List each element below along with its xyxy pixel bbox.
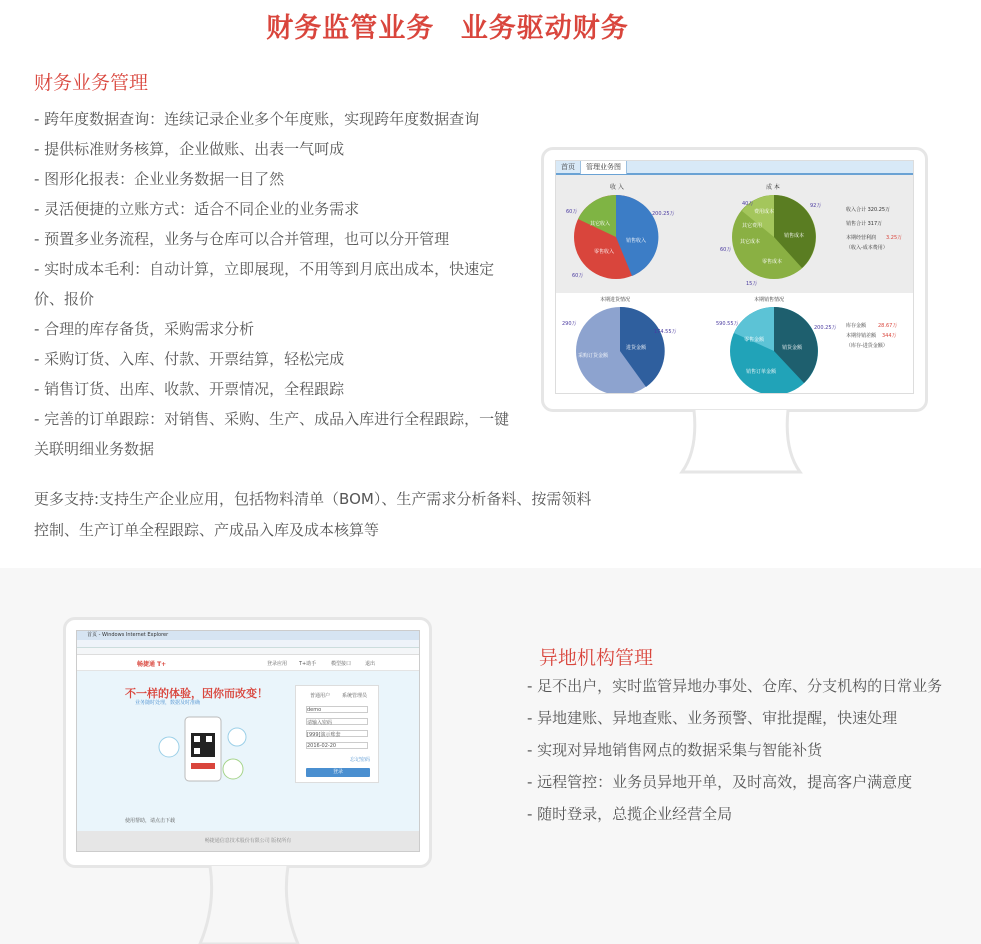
pie-label: 销货金额 (782, 345, 803, 351)
list-item: - 图形化报表：企业业务数据一目了然 (34, 170, 285, 188)
list-item: - 实现对异地销售网点的数据采集与智能补货 (527, 741, 823, 759)
income-cost-charts (556, 175, 914, 293)
list-item: - 提供标准财务核算，企业做账、出表一气呵成 (34, 140, 345, 158)
legend-line: 销售合计 317万 (846, 221, 883, 227)
chart-row-bottom (556, 293, 913, 393)
login-button[interactable] (306, 768, 370, 777)
login-page-body (77, 671, 419, 831)
finance-feature-list (34, 104, 524, 464)
more-support-text: 更多支持:支持生产企业应用，包括物料清单（BOM）、生产需求分析备料、按需领料控制、生产订单全程跟踪、产成品入库及成本核算等 (34, 490, 592, 539)
purchase-sales-charts (556, 293, 914, 393)
pie-value: 590.55万 (716, 321, 739, 327)
pie-label: 其它收入 (590, 221, 611, 227)
list-item: - 实时成本毛利：自动计算，立即展现，不用等到月底出成本，快速定价、报价 (34, 260, 495, 308)
login-option[interactable]: 普通用户 (310, 693, 331, 699)
section-title-finance: 财务业务管理 (34, 72, 149, 94)
legend-line: （收入-成本费用） (846, 245, 888, 251)
pie-label: 销售订单金额 (746, 369, 777, 375)
login-form (295, 685, 379, 783)
pie-label: 销售收入 (626, 238, 647, 244)
phone-illustration (147, 707, 257, 795)
dashboard-screenshot (555, 160, 914, 394)
pie-label: 销售成本 (784, 233, 805, 239)
login-slogan: 不一样的体验，因你而改变！ (125, 687, 268, 700)
login-slogan-sub: 业务随时处理，数据及时准确 (135, 700, 201, 706)
pie-value: 15万 (746, 281, 758, 287)
legend-line: 本期待销差额 (846, 333, 877, 339)
list-item: - 远程管控：业务员异地开单，及时高效，提高客户满意度 (527, 773, 913, 791)
pie-value: 200.25万 (652, 211, 675, 217)
tab-business-chart[interactable]: 管理业务图 (581, 160, 627, 174)
legend-value: 344万 (882, 333, 897, 339)
dashboard-tabbar (556, 161, 913, 175)
pie-label: 零售收入 (594, 249, 615, 255)
legend-line: 本期经营利润 (846, 235, 877, 241)
pie-label: 采购订货金额 (578, 353, 609, 359)
pie-value: 174.55万 (654, 329, 677, 335)
chart-title: 收 入 (610, 184, 624, 191)
legend-line: 库存金额 (846, 323, 867, 329)
pie-label: 零售成本 (762, 259, 783, 265)
password-field[interactable]: 请输入密码 (306, 718, 368, 725)
browser-address-bar[interactable] (77, 640, 419, 648)
forgot-password-link[interactable]: 忘记密码 (350, 757, 371, 763)
legend-line: 收入合计 320.25万 (846, 207, 891, 213)
list-item: - 随时登录，总揽企业经营全局 (527, 805, 733, 823)
nav-item[interactable]: 模型接口 (331, 661, 352, 667)
app-footer (77, 831, 419, 851)
list-item: - 采购订货、入库、付款、开票结算，轻松完成 (34, 350, 345, 368)
pie-label: 进货金额 (626, 345, 647, 351)
date-field[interactable]: 2016-02-20 (306, 742, 368, 749)
browser-screenshot (76, 630, 420, 852)
monitor-stand (196, 866, 302, 944)
legend-value: 28.67万 (878, 323, 898, 329)
list-item: - 灵活便捷的立账方式：适合不同企业的业务需求 (34, 200, 360, 218)
app-logo: 畅捷通 T+ (137, 661, 167, 668)
footer-text: 畅捷通信息技术股份有限公司 版权所有 (204, 838, 292, 844)
login-button-label: 登录 (332, 769, 343, 775)
pie-value: 60万 (572, 273, 584, 279)
list-item: - 足不出户，实时监管异地办事处、仓库、分支机构的日常业务 (527, 677, 943, 695)
page-title: 财务监管业务 业务驱动财务 (266, 13, 629, 44)
pie-value: 200.25万 (814, 325, 837, 331)
list-item: - 销售订货、出库、收款、开票情况，全程跟踪 (34, 380, 345, 398)
pie-label: 零售金额 (744, 337, 765, 343)
browser-title-bar: 首页 - Windows Internet Explorer (77, 631, 419, 640)
section-title-remote: 异地机构管理 (539, 647, 654, 669)
pie-value: 60万 (720, 247, 732, 253)
pie-value: 40万 (742, 201, 754, 207)
tab-home[interactable]: 首页 (556, 160, 581, 174)
chart-title: 本期进货情况 (600, 297, 631, 303)
list-item: - 预置多业务流程，业务与仓库可以合并管理，也可以分开管理 (34, 230, 450, 248)
list-item: - 完善的订单跟踪：对销售、采购、生产、成品入库进行全程跟踪，一键关联明细业务数据 (34, 410, 510, 458)
app-download-link[interactable]: 使用帮助，请点击下载 (125, 818, 176, 824)
nav-item[interactable]: 登录应用 (267, 661, 288, 667)
list-item: - 异地建账、异地查账、业务预警、审批提醒，快速处理 (527, 709, 898, 727)
pie-value: 92万 (810, 203, 822, 209)
chart-title: 本期销售情况 (754, 297, 785, 303)
nav-item[interactable]: 退出 (365, 661, 376, 667)
legend-line: （库存-进货金额） (846, 343, 888, 349)
browser-favorites-bar (77, 648, 419, 655)
list-item: - 跨年度数据查询：连续记录企业多个年度账，实现跨年度数据查询 (34, 110, 480, 128)
legend-value: 3.25万 (886, 235, 903, 241)
username-field[interactable]: demo (306, 706, 368, 713)
monitor-stand (676, 410, 806, 482)
chart-row-top (556, 175, 913, 293)
pie-label: 其它费用 (742, 223, 763, 229)
pie-value: 290万 (562, 321, 577, 327)
remote-feature-list (527, 670, 947, 830)
app-header (77, 655, 419, 671)
chart-title: 成 本 (766, 184, 780, 191)
list-item: - 合理的库存备货，采购需求分析 (34, 320, 255, 338)
pie-label: 费用成本 (754, 209, 775, 215)
account-select[interactable]: [999]演示账套 (306, 730, 368, 737)
login-option[interactable]: 系统管理员 (342, 693, 368, 699)
nav-item[interactable]: T+助手 (299, 661, 317, 667)
pie-label: 其它成本 (740, 239, 761, 245)
pie-value: 60万 (566, 209, 578, 215)
